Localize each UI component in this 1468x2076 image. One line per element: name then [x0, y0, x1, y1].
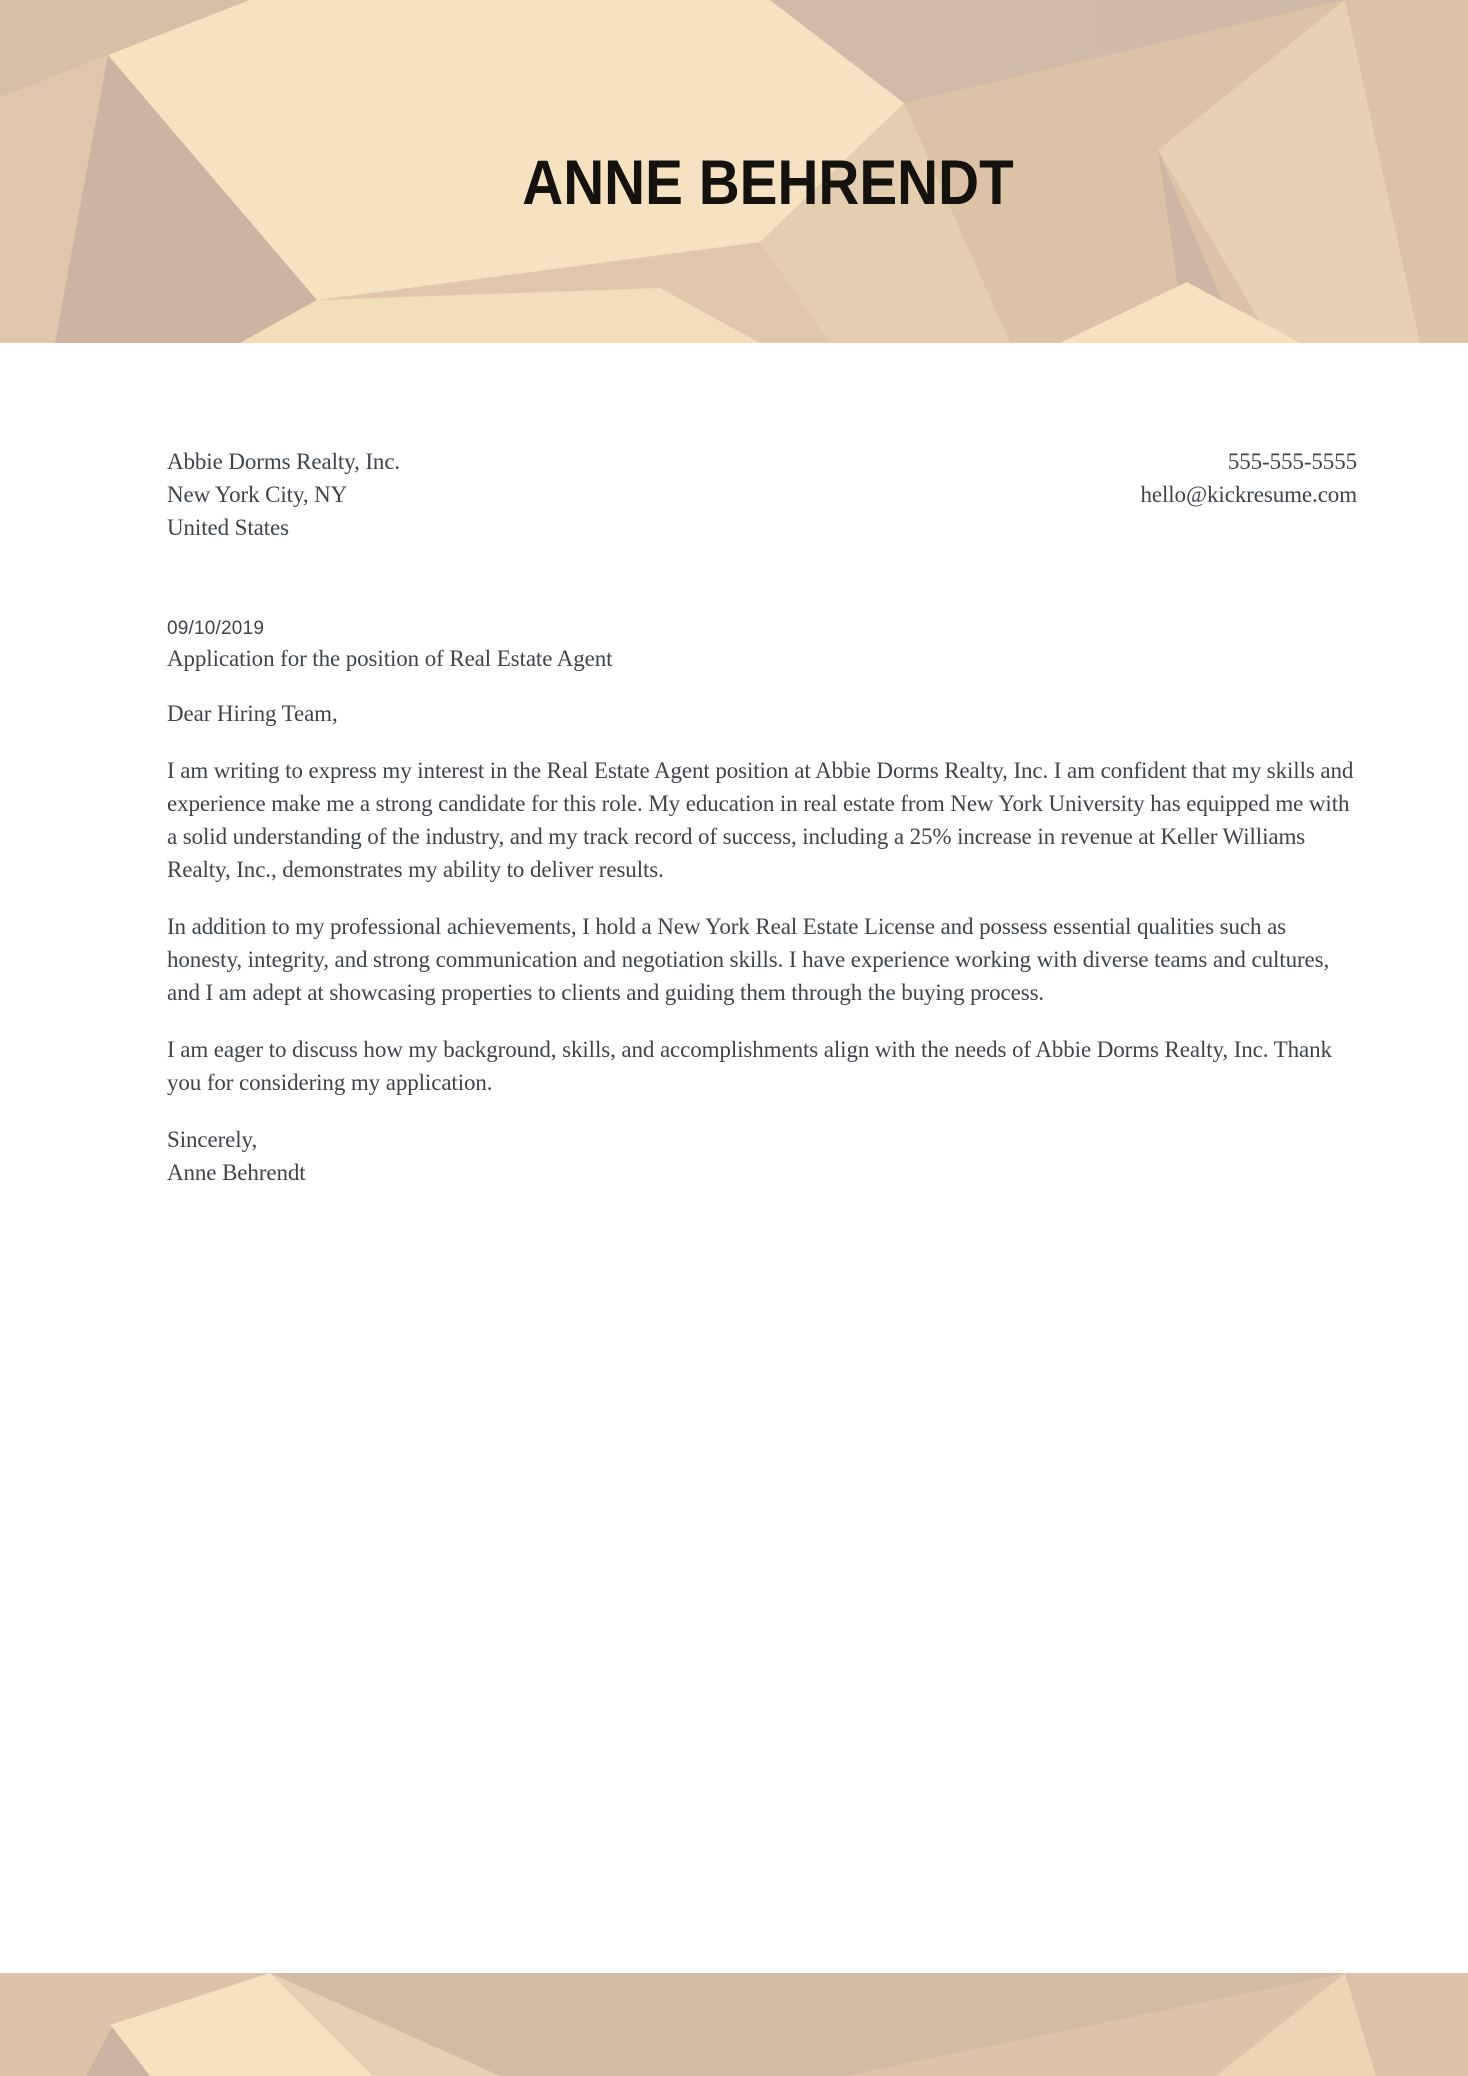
body-paragraph-3: I am eager to discuss how my background, skills, and accomplishments align with the needs of Abbie Dorms Realty, Inc. Thank you for considering my application. [167, 1037, 1332, 1095]
closing-block [167, 1123, 1357, 1189]
footer-polygon-art [0, 1973, 1468, 2076]
letter-meta [167, 445, 1357, 544]
header-banner [0, 0, 1468, 343]
footer-banner [0, 1973, 1468, 2076]
recipient-line-city: New York City, NY [167, 482, 348, 507]
body-paragraph-2: In addition to my professional achievements, I hold a New York Real Estate License and possess essential qualities such as honesty, integrity, and strong communication and negotiation skills. I have experience working with diverse teams and cultures, and I am adept at showcasing properties to clients and guiding them through the buying process. [167, 914, 1330, 1005]
phone-number: 555-555-5555 [1227, 449, 1357, 474]
body-paragraph-1: I am writing to express my interest in the Real Estate Agent position at Abbie Dorms Realty, Inc. I am confident that my skills and experience make me a strong candidate for this role. My education in real estate from New York University has equipped me with a solid understanding of the industry, and my track record of success, including a 25% increase in revenue at Keller Williams Realty, Inc., demonstrates my ability to deliver results. [167, 758, 1354, 882]
page-title: ANNE BEHRENDT [522, 148, 1014, 218]
closing: Sincerely, [167, 1127, 258, 1152]
letter-subject: Application for the position of Real Estate Agent [167, 646, 613, 671]
letter-content [167, 343, 1357, 1189]
signature: Anne Behrendt [167, 1160, 306, 1185]
letter-date: 09/10/2019 [167, 618, 265, 639]
contact-block [1140, 445, 1357, 511]
recipient-line-country: United States [167, 515, 289, 540]
recipient-block [167, 445, 400, 544]
email-address: hello@kickresume.com [1140, 482, 1357, 507]
salutation: Dear Hiring Team, [167, 701, 338, 726]
recipient-line-company: Abbie Dorms Realty, Inc. [167, 449, 401, 474]
